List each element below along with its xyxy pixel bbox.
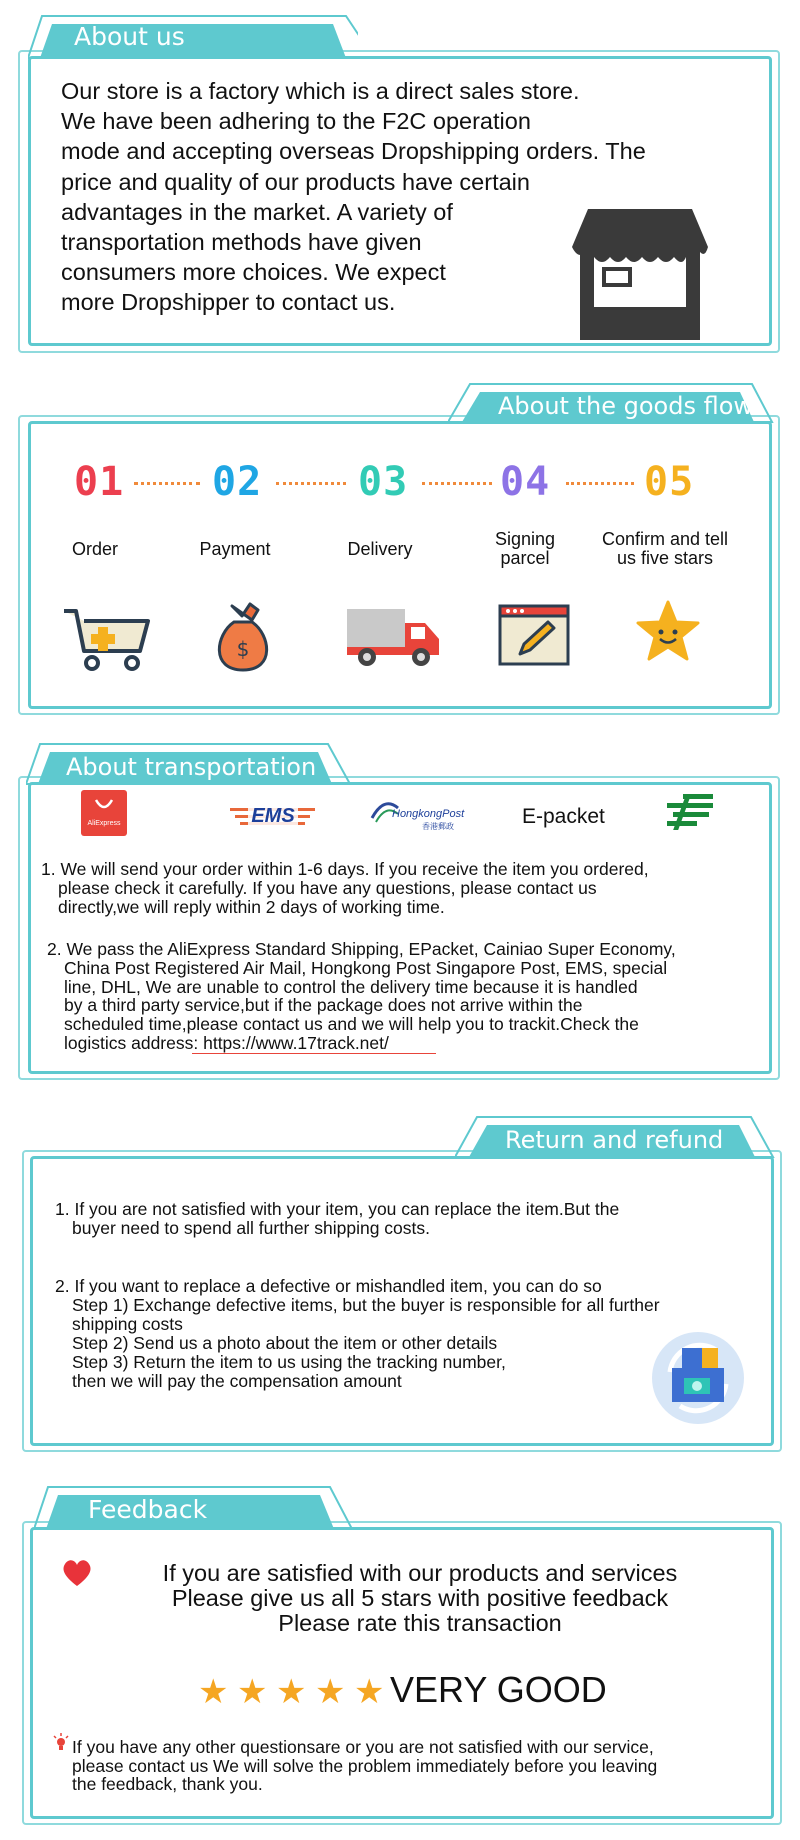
step-number-3: 03 <box>358 459 409 505</box>
goods-flow-title: About the goods flow <box>498 392 753 420</box>
delivery-truck-icon <box>345 605 443 669</box>
step-number-4: 04 <box>500 459 551 505</box>
returns-p2-line: Step 3) Return the item to us using the tracking number, <box>72 1352 506 1372</box>
hongkong-post-logo <box>370 796 470 838</box>
transport-p1-line: please check it carefully. If you have any questions, please contact us <box>58 878 597 898</box>
returns-p2-line: Step 1) Exchange defective items, but the buyer is responsible for all further <box>72 1295 660 1315</box>
feedback-note-line: If you have any other questionsare or you are not satisfied with our service, <box>72 1737 654 1757</box>
returns-p1-line: buyer need to spend all further shipping costs. <box>72 1218 430 1238</box>
returns-paragraph-1 <box>55 1200 619 1238</box>
shop-icon <box>570 205 710 340</box>
step-number-2: 02 <box>212 459 263 505</box>
transport-p2-line: line, DHL, We are unable to control the delivery time because it is handled <box>64 976 638 997</box>
returns-p2-line: Step 2) Send us a photo about the item or other details <box>72 1333 498 1353</box>
feedback-title: Feedback <box>88 1495 208 1524</box>
feedback-note <box>72 1738 657 1794</box>
step-number-5: 05 <box>644 459 695 505</box>
rating-text: VERY GOOD <box>390 1669 607 1710</box>
step-connector <box>276 482 346 485</box>
step-label-line: Confirm and tell <box>601 529 729 549</box>
transport-p1-line: directly,we will reply within 2 days of working time. <box>58 897 445 917</box>
about-line: advantages in the market. A variety of <box>61 198 453 225</box>
step-number-1: 01 <box>74 459 125 505</box>
about-line: We have been adhering to the F2C operation <box>61 108 531 135</box>
smiling-star-icon <box>636 600 700 664</box>
feedback-note-line: the feedback, thank you. <box>72 1774 263 1794</box>
transport-title: About transportation <box>66 753 317 781</box>
transport-p2-line: scheduled time,please contact us and we will help you to trackit.Check the <box>64 1014 639 1035</box>
step-label-payment: Payment <box>199 539 271 559</box>
step-label-line: us five stars <box>616 548 714 568</box>
tracking-link[interactable]: https://www.17track.net/ <box>203 1032 389 1053</box>
about-line: mode and accepting overseas Dropshipping orders. The <box>61 138 646 165</box>
rating-star-icon: ★ <box>354 1673 385 1711</box>
step-connector <box>422 482 492 485</box>
money-bag-icon <box>212 600 274 674</box>
lightbulb-icon <box>52 1733 70 1753</box>
about-line: Our store is a factory which is a direct sales store. <box>61 78 580 104</box>
feedback-line: Please rate this transaction <box>278 1610 562 1636</box>
step-connector <box>566 482 634 485</box>
ems-logo <box>230 803 315 829</box>
about-line: transportation methods have given <box>61 229 422 256</box>
svg-text:$: $ <box>236 637 250 661</box>
rating-star-icon: ★ <box>276 1673 307 1711</box>
transport-p2-line-last <box>47 1034 676 1053</box>
transport-p2-line: 2. We pass the AliExpress Standard Shipping, EPacket, Cainiao Super Economy, <box>47 939 676 959</box>
signing-document-icon <box>498 604 570 666</box>
epacket-logo: E-packet <box>522 805 605 828</box>
rating-star-icon: ★ <box>315 1673 346 1711</box>
transport-paragraph-1 <box>41 860 649 917</box>
hongkong-post-label-cn: 香港郵政 <box>422 822 454 831</box>
step-label-line: parcel <box>500 548 550 568</box>
returns-p2-line: then we will pay the compensation amount <box>72 1371 402 1391</box>
rating-star-icon: ★ <box>198 1673 229 1711</box>
heart-icon <box>61 1558 93 1588</box>
transport-paragraph-2 <box>47 940 676 1053</box>
aliexpress-label: AliExpress <box>87 820 121 827</box>
step-label-delivery: Delivery <box>347 539 413 559</box>
logistics-address-label: logistics address: <box>64 1032 204 1053</box>
step-label-order: Order <box>71 539 118 559</box>
returns-p2-line: 2. If you want to replace a defective or mishandled item, you can do so <box>55 1276 602 1296</box>
returns-paragraph-2 <box>55 1277 660 1391</box>
returns-p2-line: shipping costs <box>72 1314 183 1334</box>
about-text <box>61 76 646 318</box>
link-underline <box>192 1053 436 1054</box>
feedback-line: If you are satisfied with our products and services <box>162 1560 678 1586</box>
about-title: About us <box>74 22 185 51</box>
aliexpress-bag-icon <box>94 798 114 814</box>
returns-p1-line: 1. If you are not satisfied with your item, you can replace the item.But the <box>55 1199 620 1219</box>
about-line: price and quality of our products have certain <box>61 168 530 195</box>
step-connector <box>134 482 200 485</box>
shopping-cart-icon <box>62 605 154 671</box>
feedback-line: Please give us all 5 stars with positive feedback <box>171 1585 669 1611</box>
feedback-note-line: please contact us We will solve the problem immediately before you leaving <box>72 1755 658 1776</box>
transport-p2-line: by a third party service,but if the package does not arrive within the <box>64 995 583 1016</box>
refund-wallet-icon <box>650 1330 746 1426</box>
about-line: consumers more choices. We expect <box>61 259 446 286</box>
china-post-logo <box>665 792 717 832</box>
step-label-line: Signing <box>494 529 556 549</box>
about-line: more Dropshipper to contact us. <box>61 289 396 316</box>
returns-title: Return and refund <box>505 1126 724 1154</box>
step-label-confirm <box>585 530 745 568</box>
transport-p1-line: 1. We will send your order within 1-6 days. If you receive the item you ordered, <box>41 859 649 879</box>
hongkong-post-label: HongkongPost <box>392 808 465 820</box>
transport-p2-line: China Post Registered Air Mail, Hongkong Post Singapore Post, EMS, special <box>64 957 668 978</box>
step-label-signing <box>470 530 580 568</box>
rating-star-icon: ★ <box>237 1673 268 1711</box>
aliexpress-logo <box>81 790 127 836</box>
feedback-message <box>100 1561 740 1636</box>
ems-label: EMS <box>248 805 298 827</box>
